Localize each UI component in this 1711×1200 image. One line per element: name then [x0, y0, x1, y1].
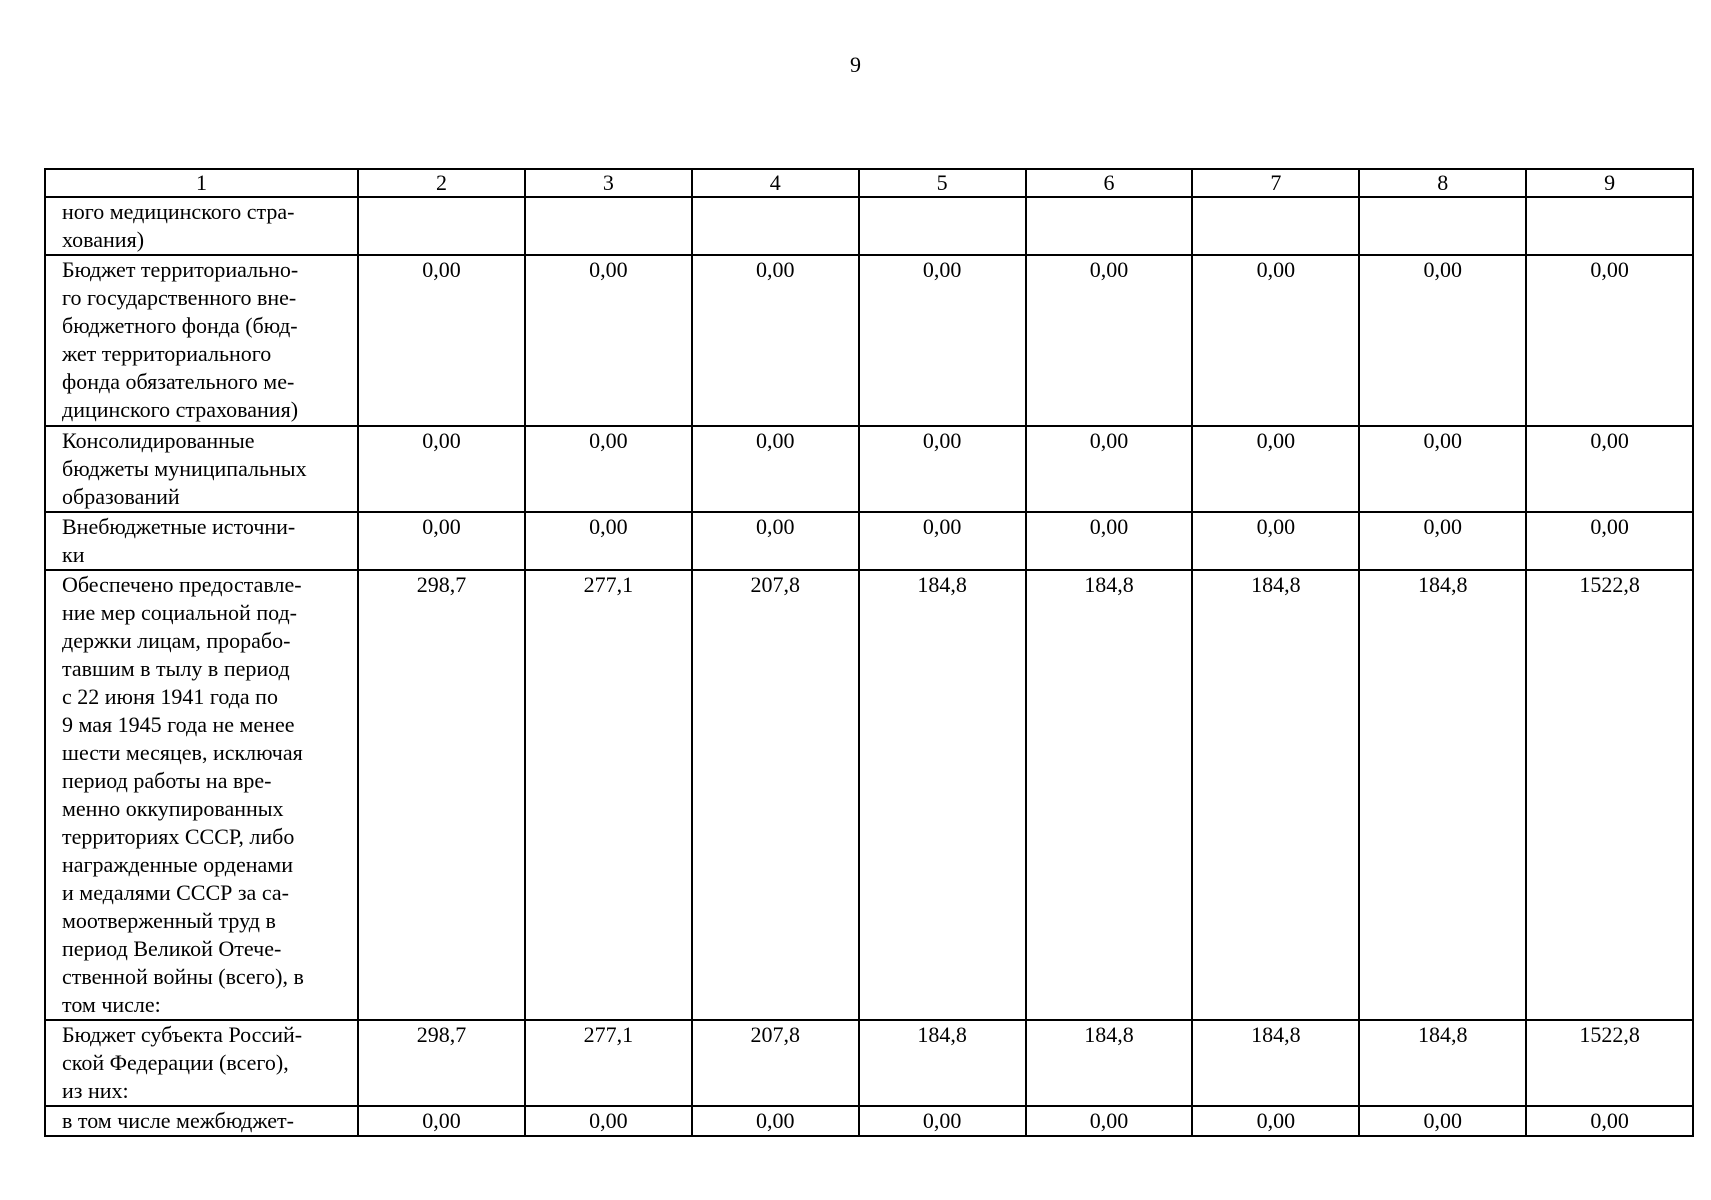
- column-header: 8: [1359, 169, 1526, 197]
- table-cell-col-4: 207,8: [692, 1020, 859, 1106]
- table-cell-col-4: 207,8: [692, 570, 859, 1020]
- table-row: [45, 1020, 1693, 1106]
- table-cell-col-7: 184,8: [1192, 1020, 1359, 1106]
- data-table: [44, 168, 1694, 1137]
- table-body: [45, 197, 1693, 1136]
- column-header: 6: [1026, 169, 1193, 197]
- table-cell-col-6: 0,00: [1026, 1106, 1193, 1136]
- table-cell-col-2: 0,00: [358, 1106, 525, 1136]
- table-cell-col-7: 184,8: [1192, 570, 1359, 1020]
- table-cell-col-4: 0,00: [692, 426, 859, 512]
- table-cell-col-9: 1522,8: [1526, 570, 1693, 1020]
- row-label: в том числе межбюджет-: [45, 1106, 358, 1136]
- table-cell-col-8: 0,00: [1359, 426, 1526, 512]
- table-cell-col-3: 0,00: [525, 426, 692, 512]
- row-label: Внебюджетные источни- ки: [45, 512, 358, 570]
- table-cell-col-6: 0,00: [1026, 512, 1193, 570]
- column-header: 9: [1526, 169, 1693, 197]
- table-cell-col-6: 0,00: [1026, 426, 1193, 512]
- table-cell-col-9: 0,00: [1526, 1106, 1693, 1136]
- row-label: ного медицинского стра- хования): [45, 197, 358, 255]
- row-label: Обеспечено предоставле- ние мер социальной под- держки лицам, прорабо- тавшим в тылу в период с 22 июня 1941 года по 9 мая 1945 года не менее шести месяцев, исключая период работы на вре- менно оккупированных территориях СССР, либо награжденные орденами и медалями СССР за са- моотверженный труд в период Великой Отече- ственной войны (всего), в том числе:: [45, 570, 358, 1020]
- table-cell-col-2: 0,00: [358, 255, 525, 426]
- table-row: [45, 1106, 1693, 1136]
- table-row: [45, 512, 1693, 570]
- table-cell-col-3: 0,00: [525, 255, 692, 426]
- column-header: 1: [45, 169, 358, 197]
- data-table-container: [44, 168, 1692, 1137]
- table-cell-col-9: 1522,8: [1526, 1020, 1693, 1106]
- column-header: 5: [859, 169, 1026, 197]
- table-cell-col-5: 0,00: [859, 255, 1026, 426]
- table-cell-col-4: 0,00: [692, 255, 859, 426]
- table-cell-col-9: 0,00: [1526, 512, 1693, 570]
- table-cell-col-5: [859, 197, 1026, 255]
- column-header: 7: [1192, 169, 1359, 197]
- table-cell-col-4: 0,00: [692, 1106, 859, 1136]
- table-cell-col-6: [1026, 197, 1193, 255]
- table-cell-col-8: 0,00: [1359, 512, 1526, 570]
- table-cell-col-3: [525, 197, 692, 255]
- table-cell-col-6: 184,8: [1026, 1020, 1193, 1106]
- row-label: Бюджет территориально- го государственного вне- бюджетного фонда (бюд- жет территориального фонда обязательного ме- дицинского страхования): [45, 255, 358, 426]
- table-cell-col-2: [358, 197, 525, 255]
- table-cell-col-7: 0,00: [1192, 1106, 1359, 1136]
- table-cell-col-5: 0,00: [859, 1106, 1026, 1136]
- table-cell-col-4: [692, 197, 859, 255]
- column-header: 4: [692, 169, 859, 197]
- table-cell-col-5: 0,00: [859, 426, 1026, 512]
- column-header: 2: [358, 169, 525, 197]
- table-cell-col-7: 0,00: [1192, 426, 1359, 512]
- table-cell-col-7: [1192, 197, 1359, 255]
- table-header-row: [45, 169, 1693, 197]
- table-cell-col-3: 0,00: [525, 1106, 692, 1136]
- table-row: [45, 255, 1693, 426]
- row-label: Консолидированные бюджеты муниципальных образований: [45, 426, 358, 512]
- table-cell-col-8: 184,8: [1359, 570, 1526, 1020]
- column-header: 3: [525, 169, 692, 197]
- table-cell-col-8: 0,00: [1359, 1106, 1526, 1136]
- table-cell-col-2: 298,7: [358, 1020, 525, 1106]
- table-cell-col-6: 0,00: [1026, 255, 1193, 426]
- table-cell-col-8: [1359, 197, 1526, 255]
- table-cell-col-3: 277,1: [525, 1020, 692, 1106]
- table-cell-col-5: 184,8: [859, 1020, 1026, 1106]
- table-cell-col-6: 184,8: [1026, 570, 1193, 1020]
- table-cell-col-3: 277,1: [525, 570, 692, 1020]
- row-label: Бюджет субъекта Россий- ской Федерации (всего), из них:: [45, 1020, 358, 1106]
- table-row: [45, 570, 1693, 1020]
- page-number: 9: [850, 52, 861, 77]
- table-cell-col-2: 0,00: [358, 426, 525, 512]
- table-cell-col-9: 0,00: [1526, 255, 1693, 426]
- table-row: [45, 426, 1693, 512]
- table-cell-col-7: 0,00: [1192, 512, 1359, 570]
- table-cell-col-8: 184,8: [1359, 1020, 1526, 1106]
- table-cell-col-3: 0,00: [525, 512, 692, 570]
- table-cell-col-8: 0,00: [1359, 255, 1526, 426]
- table-cell-col-4: 0,00: [692, 512, 859, 570]
- table-row: [45, 197, 1693, 255]
- table-cell-col-5: 184,8: [859, 570, 1026, 1020]
- table-cell-col-9: 0,00: [1526, 426, 1693, 512]
- table-cell-col-7: 0,00: [1192, 255, 1359, 426]
- table-cell-col-2: 0,00: [358, 512, 525, 570]
- table-cell-col-2: 298,7: [358, 570, 525, 1020]
- table-cell-col-5: 0,00: [859, 512, 1026, 570]
- table-cell-col-9: [1526, 197, 1693, 255]
